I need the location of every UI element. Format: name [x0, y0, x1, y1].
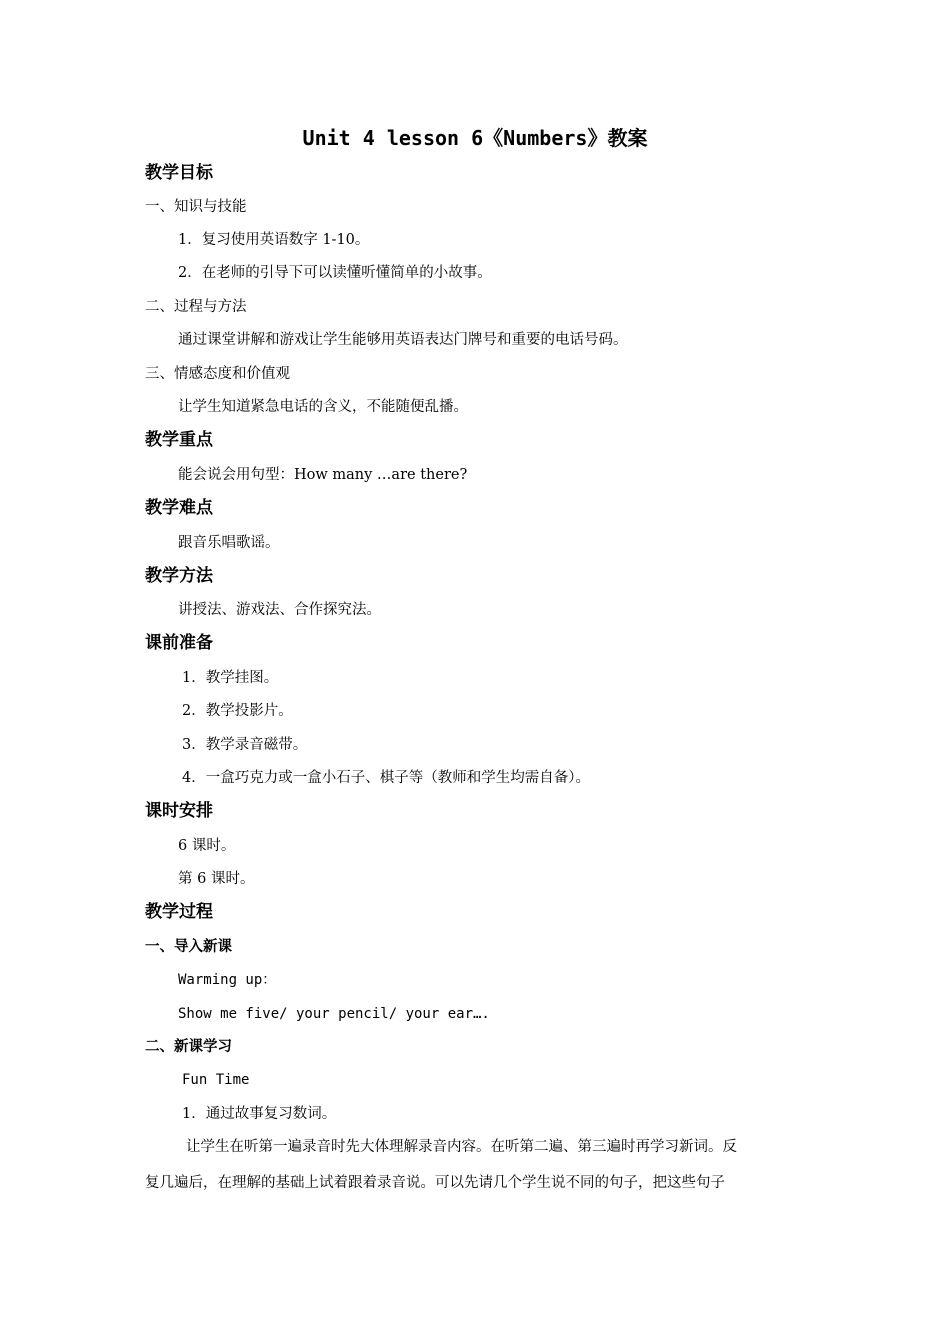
objective-knowledge-item-2: 2．在老师的引导下可以读懂听懂简单的小故事。: [178, 265, 492, 281]
key-points-text: 能会说会用句型：How many …are there?: [178, 467, 468, 483]
procedure-step-1: 1．通过故事复习数词。: [182, 1106, 337, 1122]
objective-knowledge-label: 一、知识与技能: [145, 199, 247, 215]
procedure-paragraph-line-2: 复几遍后，在理解的基础上试着跟着录音说。可以先请几个学生说不同的句子，把这些句子: [145, 1175, 725, 1191]
objective-process-text: 通过课堂讲解和游戏让学生能够用英语表达门牌号和重要的电话号码。: [178, 332, 628, 348]
procedure-paragraph-line-1: 让学生在听第一遍录音时先大体理解录音内容。在听第二遍、第三遍时再学习新词。反: [186, 1139, 737, 1155]
procedure-show-me: Show me five/ your pencil/ your ear….: [178, 1006, 490, 1022]
heading-key-points: 教学重点: [145, 430, 213, 450]
methods-text: 讲授法、游戏法、合作探究法。: [178, 602, 381, 618]
heading-objectives: 教学目标: [145, 163, 213, 183]
heading-preparation: 课前准备: [145, 633, 213, 653]
schedule-current: 第 6 课时。: [178, 871, 255, 887]
preparation-item-2: 2．教学投影片。: [182, 703, 293, 719]
preparation-item-4: 4．一盒巧克力或一盒小石子、棋子等（教师和学生均需自备）。: [182, 770, 590, 786]
procedure-warmup: Warming up：: [178, 972, 277, 988]
procedure-intro-label: 一、导入新课: [145, 939, 232, 955]
heading-schedule: 课时安排: [145, 801, 213, 821]
procedure-fun-time: Fun Time: [182, 1072, 250, 1088]
schedule-total: 6 课时。: [178, 838, 236, 854]
procedure-new-label: 二、新课学习: [145, 1039, 232, 1055]
heading-difficulties: 教学难点: [145, 498, 213, 518]
objective-emotion-label: 三、情感态度和价值观: [145, 366, 290, 382]
preparation-item-3: 3．教学录音磁带。: [182, 737, 308, 753]
document-title: Unit 4 lesson 6《Numbers》教案: [302, 126, 648, 150]
objective-emotion-text: 让学生知道紧急电话的含义，不能随便乱播。: [178, 399, 468, 415]
objective-process-label: 二、过程与方法: [145, 299, 247, 315]
heading-methods: 教学方法: [145, 566, 213, 586]
preparation-item-1: 1．教学挂图。: [182, 670, 279, 686]
heading-procedure: 教学过程: [145, 902, 213, 922]
difficulties-text: 跟音乐唱歌谣。: [178, 535, 280, 551]
objective-knowledge-item-1: 1．复习使用英语数字 1-10。: [178, 232, 370, 248]
